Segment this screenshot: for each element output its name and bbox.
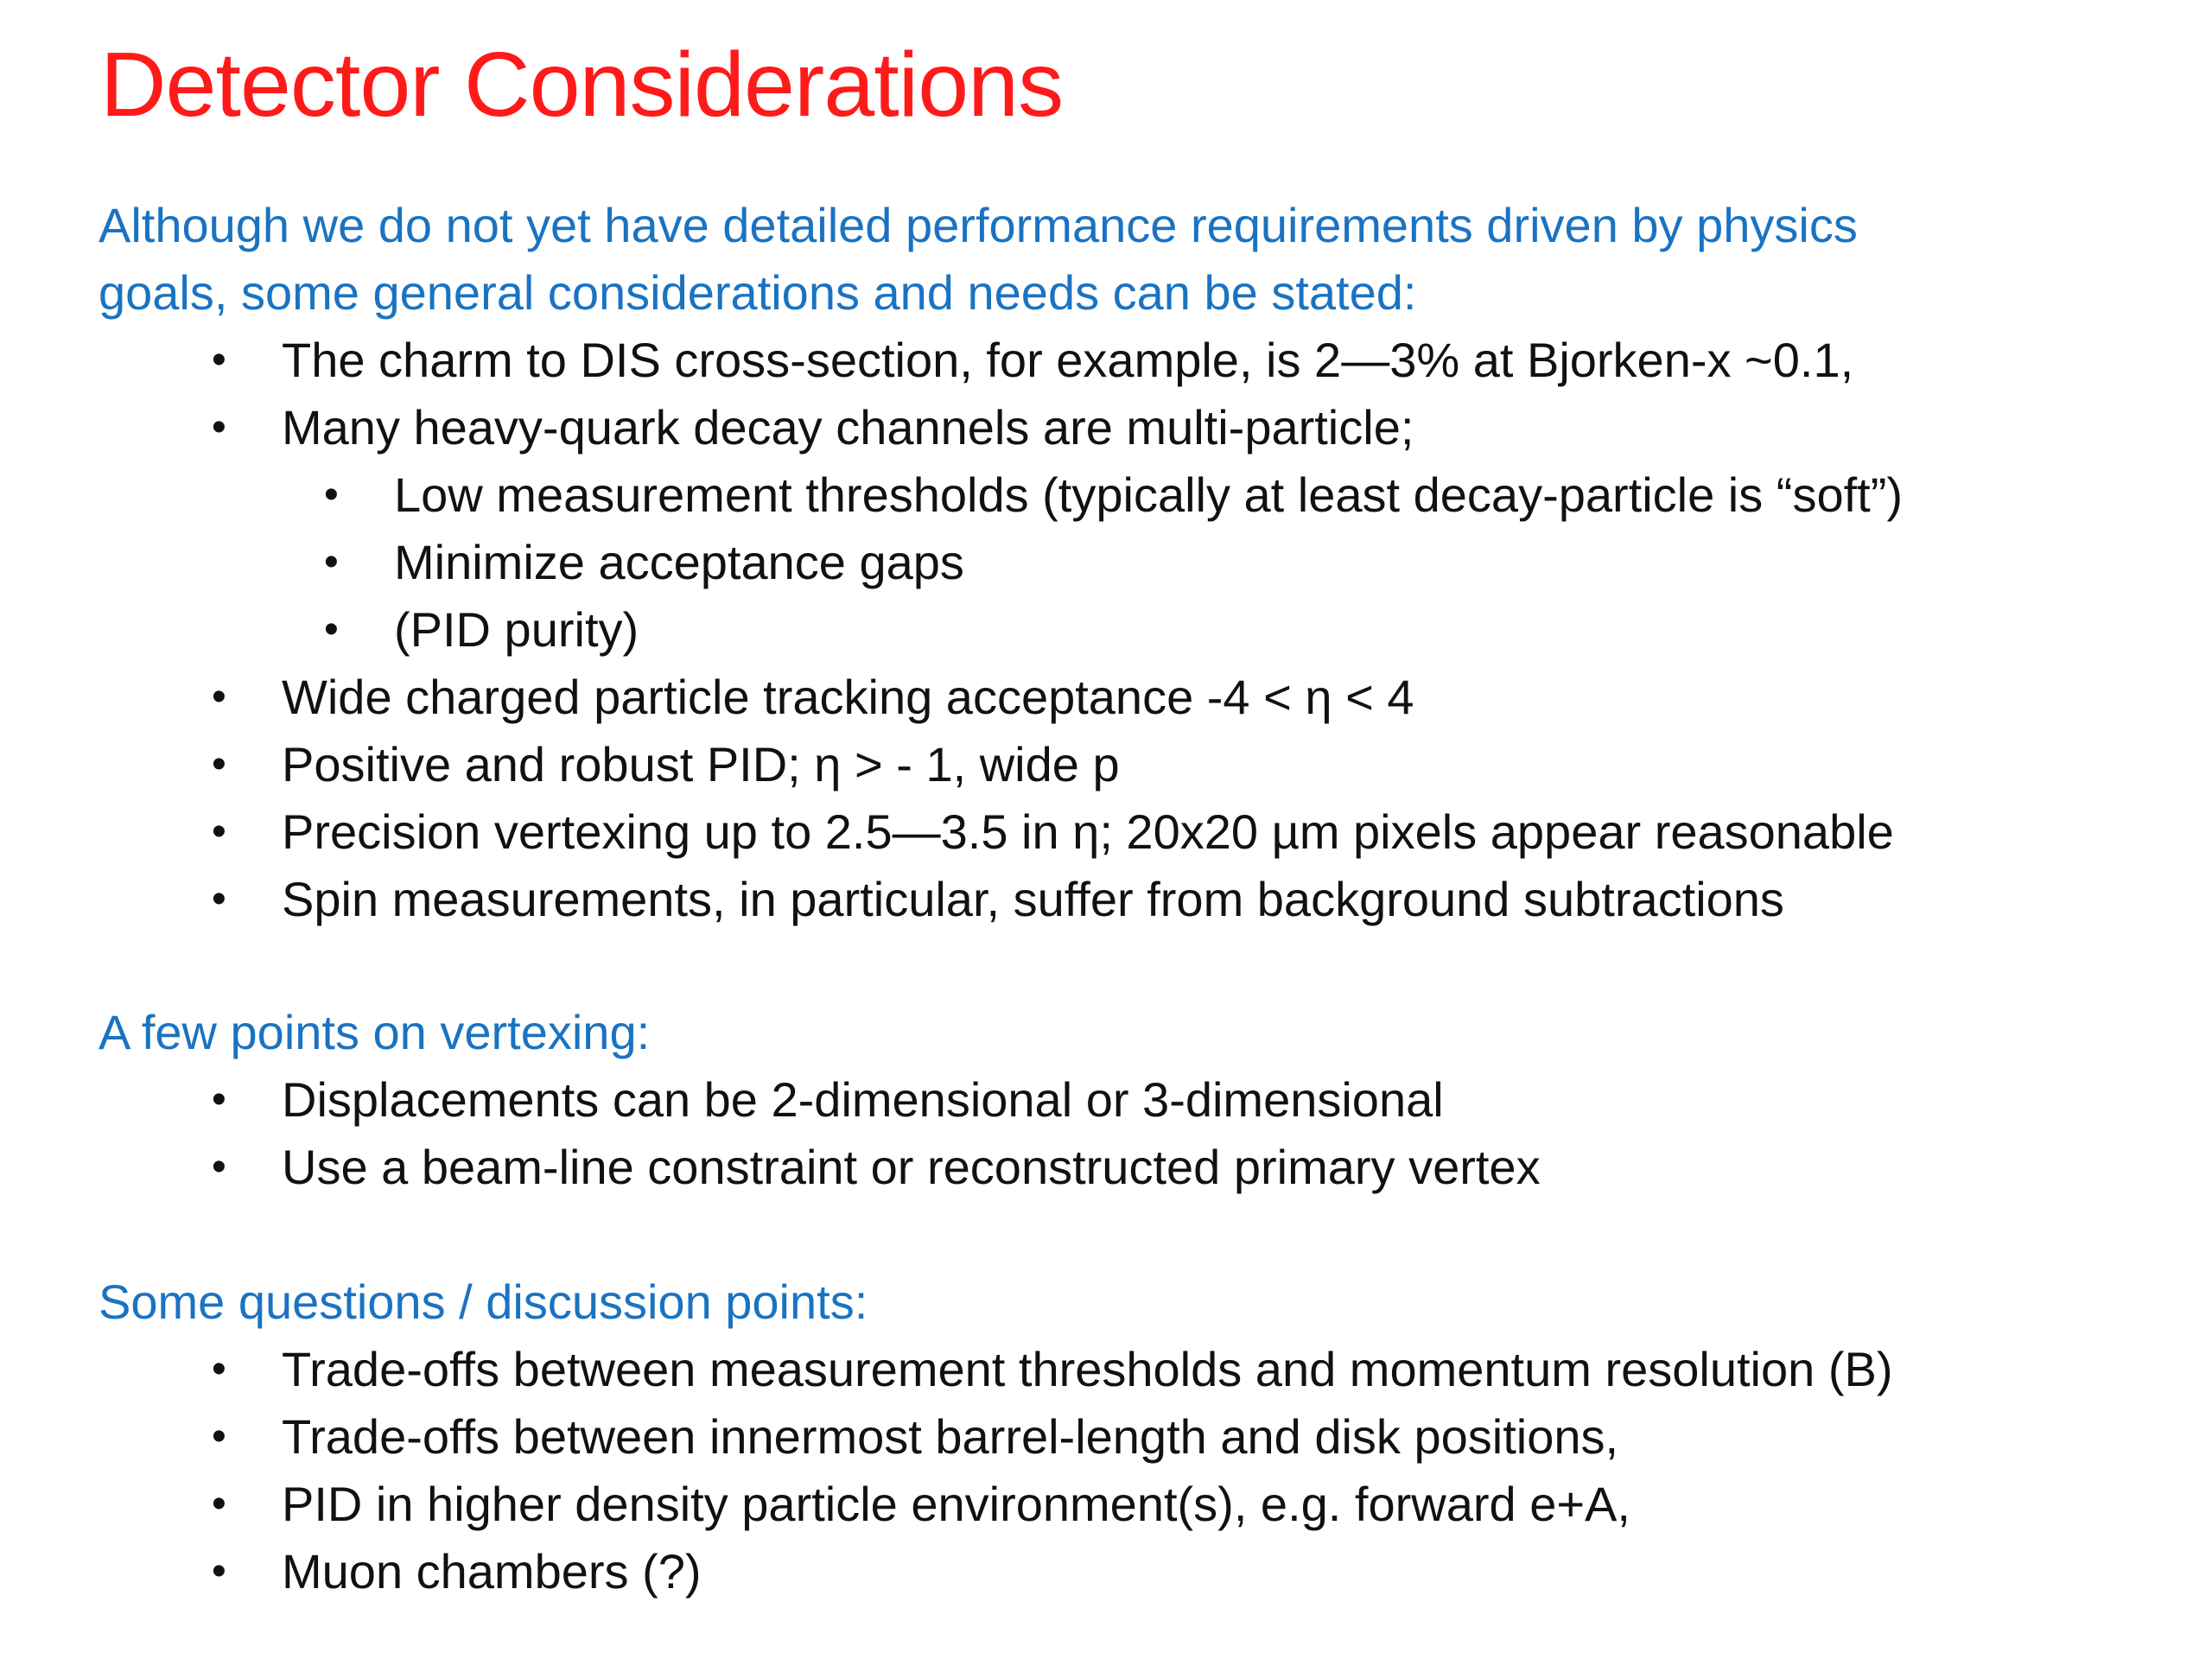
list-item-text: Muon chambers (?) (282, 1544, 702, 1599)
bullet-icon: • (212, 1414, 226, 1459)
list-item-text: Many heavy-quark decay channels are multi-particle; (282, 400, 1414, 454)
bullet-icon: • (212, 809, 226, 855)
list-item-text: Positive and robust PID; η > - 1, wide p (282, 737, 1120, 791)
intro-heading-line-1: Although we do not yet have detailed performance requirements driven by physics (99, 198, 1858, 252)
list-item-text: Trade-offs between measurement thresholds and momentum resolution (B) (282, 1342, 1893, 1396)
list-item-text: The charm to DIS cross-section, for example, is 2—3% at Bjorken-x ~0.1, (282, 333, 1854, 387)
bullet-icon: • (212, 1481, 226, 1527)
sub-list-item (0, 461, 2212, 529)
list-item-text: Displacements can be 2-dimensional or 3-dimensional (282, 1072, 1444, 1127)
sub-list-item (0, 596, 2212, 664)
list-item (0, 1538, 2212, 1605)
list-item (0, 1134, 2212, 1201)
bullet-icon: • (324, 607, 339, 652)
list-item (0, 394, 2212, 461)
list-item-text: Trade-offs between innermost barrel-length and disk positions, (282, 1409, 1619, 1464)
list-item (0, 798, 2212, 866)
bullet-icon: • (212, 876, 226, 922)
bullet-icon: • (324, 472, 339, 518)
bullet-icon: • (212, 1548, 226, 1594)
list-item (0, 1066, 2212, 1134)
list-item (0, 1471, 2212, 1538)
list-item-text: Wide charged particle tracking acceptance -4 < η < 4 (282, 670, 1414, 724)
list-item-text: PID in higher density particle environment(s), e.g. forward e+A, (282, 1477, 1630, 1531)
list-item (0, 1336, 2212, 1403)
bullet-icon: • (212, 1077, 226, 1122)
list-item (0, 664, 2212, 731)
list-item (0, 327, 2212, 394)
slide-title: Detector Considerations (100, 34, 1064, 136)
bullet-icon: • (212, 1144, 226, 1190)
intro-heading-line-2: goals, some general considerations and needs can be stated: (99, 265, 1417, 320)
list-item-text: Use a beam-line constraint or reconstructed primary vertex (282, 1140, 1541, 1194)
list-item-text: Precision vertexing up to 2.5—3.5 in η; 20x20 µm pixels appear reasonable (282, 804, 1894, 859)
bullet-icon: • (324, 539, 339, 585)
bullet-icon: • (212, 1346, 226, 1392)
questions-heading: Some questions / discussion points: (99, 1274, 868, 1329)
list-item (0, 866, 2212, 933)
sub-list-item-text: Low measurement thresholds (typically at least decay-particle is “soft”) (394, 467, 1904, 522)
vertexing-heading: A few points on vertexing: (99, 1005, 651, 1059)
bullet-icon: • (212, 674, 226, 720)
bullet-icon: • (212, 337, 226, 383)
sub-list-item (0, 529, 2212, 596)
bullet-icon: • (212, 404, 226, 450)
list-item (0, 1403, 2212, 1471)
sub-list-item-text: (PID purity) (394, 602, 639, 657)
list-item-text: Spin measurements, in particular, suffer from background subtractions (282, 872, 1784, 926)
sub-list-item-text: Minimize acceptance gaps (394, 535, 964, 589)
bullet-icon: • (212, 741, 226, 787)
list-item (0, 731, 2212, 798)
